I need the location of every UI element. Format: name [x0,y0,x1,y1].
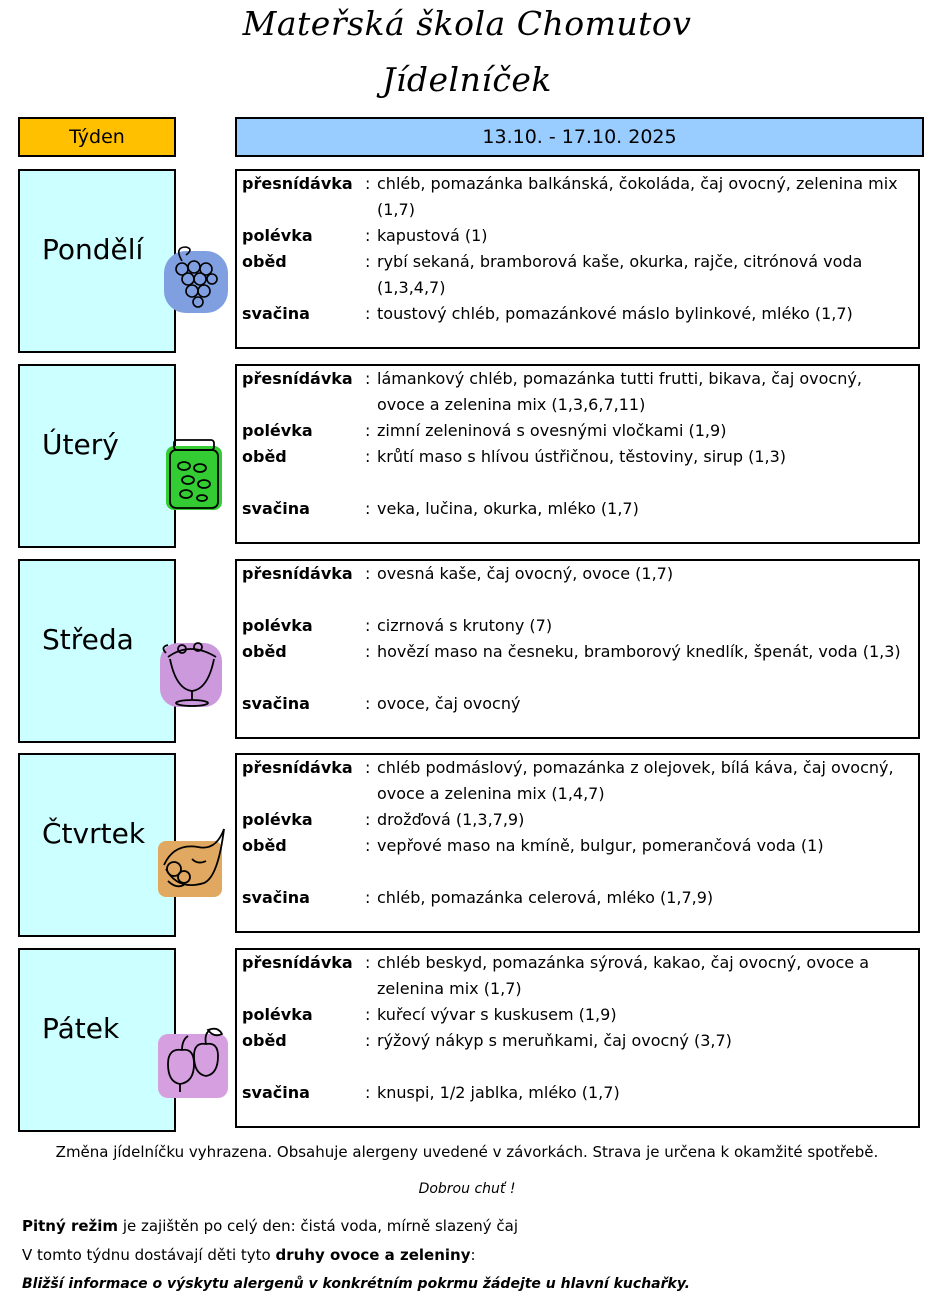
meal-value-line: (1,7) [377,200,415,219]
meal-colon: : [365,447,371,466]
day-menu [235,753,920,933]
meal-value [377,639,907,665]
day-name: Úterý [42,428,119,461]
day-box [18,169,176,353]
day-box [18,948,176,1132]
dessert-cup-icon [152,631,232,711]
meal-value [377,755,907,807]
page-subtitle: Jídelníček [382,60,552,99]
grapes-icon [152,241,232,321]
meal-value [377,1002,907,1028]
meal-label: polévka [242,810,313,829]
week-dates: 13.10. - 17.10. 2025 [235,117,924,157]
meal-colon: : [365,421,371,440]
meal-value-line: (1,3,4,7) [377,278,446,297]
meal-value [377,885,907,911]
meal-colon: : [365,369,371,388]
meal-value-line: zimní zeleninová s ovesnými vločkami (1,9) [377,421,727,440]
meal-value [377,366,907,418]
fruit-veg-suffix: : [470,1246,476,1264]
meal-colon: : [365,252,371,271]
meal-label: svačina [242,1083,310,1102]
meal-label: přesnídávka [242,564,353,583]
meal-label: přesnídávka [242,174,353,193]
meal-colon: : [365,758,371,777]
day-menu [235,948,920,1128]
meal-colon: : [365,616,371,635]
meal-label: oběd [242,642,287,661]
meal-value [377,807,907,833]
meal-label: oběd [242,1031,287,1050]
meal-value-line: ovoce a zelenina mix (1,4,7) [377,784,605,803]
meal-value-line: chléb, pomazánka celerová, mléko (1,7,9) [377,888,714,907]
meal-colon: : [365,174,371,193]
meal-value-line: cizrnová s krutony (7) [377,616,553,635]
meal-value-line: toustový chléb, pomazánkové máslo bylinkové, mléko (1,7) [377,304,853,323]
allergen-info: Bližší informace o výskytu alergenů v konkrétním pokrmu žádejte u hlavní kuchařky. [22,1276,690,1292]
meal-value-line: vepřové maso na kmíně, bulgur, pomerančová voda (1) [377,836,824,855]
meal-value [377,171,907,223]
meal-colon: : [365,642,371,661]
meal-colon: : [365,499,371,518]
week-label: Týden [18,117,176,157]
meal-value [377,418,907,444]
meal-value-line: kuřecí vývar s kuskusem (1,9) [377,1005,617,1024]
meal-label: svačina [242,499,310,518]
meal-label: přesnídávka [242,369,353,388]
meal-label: polévka [242,421,313,440]
meal-value-line: lámankový chléb, pomazánka tutti frutti, bikava, čaj ovocný, [377,369,862,388]
day-menu [235,364,920,544]
meal-colon: : [365,694,371,713]
meal-label: oběd [242,447,287,466]
meal-value-line: chléb, pomazánka balkánská, čokoláda, čaj ovocný, zelenina mix [377,174,898,193]
meal-label: polévka [242,226,313,245]
meal-value-line: ovoce, čaj ovocný [377,694,521,713]
meal-value-line: zelenina mix (1,7) [377,979,522,998]
meal-value [377,1028,907,1054]
meal-label: přesnídávka [242,758,353,777]
meal-colon: : [365,888,371,907]
day-box [18,364,176,548]
meal-value-line: krůtí maso s hlívou ústřičnou, těstoviny, sirup (1,3) [377,447,787,466]
meal-label: polévka [242,616,313,635]
day-box [18,559,176,743]
day-name: Pátek [42,1012,120,1045]
fruit-veg-prefix: V tomto týdnu dostávají děti tyto [22,1246,276,1264]
drinking-regime [22,1217,518,1235]
meal-value-line: ovoce a zelenina mix (1,3,6,7,11) [377,395,646,414]
meal-value-line: hovězí maso na česneku, bramborový knedlík, špenát, voda (1,3) [377,642,901,661]
meal-colon: : [365,953,371,972]
meal-value [377,223,907,249]
meal-value-line: knuspi, 1/2 jablka, mléko (1,7) [377,1083,620,1102]
meal-value-line: chléb beskyd, pomazánka sýrová, kakao, čaj ovocný, ovoce a [377,953,869,972]
fruit-veg-bold: druhy ovoce a zeleniny [275,1246,471,1264]
meal-label: svačina [242,888,310,907]
meal-value-line: ovesná kaše, čaj ovocný, ovoce (1,7) [377,564,674,583]
day-name: Čtvrtek [42,817,146,850]
meal-value-line: rýžový nákyp s meruňkami, čaj ovocný (3,7) [377,1031,732,1050]
meal-label: přesnídávka [242,953,353,972]
apples-icon [152,1020,232,1100]
meal-colon: : [365,304,371,323]
fruit-veg-info [22,1246,476,1264]
meal-value-line: veka, lučina, okurka, mléko (1,7) [377,499,639,518]
footer-notice: Změna jídelníčku vyhrazena. Obsahuje alergeny uvedené v závorkách. Strava je určena k okamžité spotřebě. [55,1143,879,1161]
page-title: Mateřská škola Chomutov [242,4,692,43]
meal-value [377,301,907,327]
meal-colon: : [365,226,371,245]
meal-label: svačina [242,694,310,713]
meal-value-line: rybí sekaná, bramborová kaše, okurka, rajče, citrónová voda [377,252,863,271]
day-menu [235,559,920,739]
meal-value [377,444,907,470]
meal-colon: : [365,1005,371,1024]
day-name: Pondělí [42,233,144,266]
meal-value-line: drožďová (1,3,7,9) [377,810,525,829]
day-box [18,753,176,937]
meal-value [377,1080,907,1106]
meal-colon: : [365,836,371,855]
meal-colon: : [365,1083,371,1102]
meal-value [377,249,907,301]
meal-colon: : [365,1031,371,1050]
meal-label: polévka [242,1005,313,1024]
cornucopia-icon [152,825,232,905]
jar-icon [152,436,232,516]
meal-colon: : [365,564,371,583]
meal-label: oběd [242,836,287,855]
meal-value-line: chléb podmáslový, pomazánka z olejovek, bílá káva, čaj ovocný, [377,758,894,777]
meal-value [377,613,907,639]
drinking-regime-text: je zajištěn po celý den: čistá voda, mírně slazený čaj [118,1217,519,1235]
meal-value [377,496,907,522]
meal-value [377,691,907,717]
meal-value [377,833,907,859]
meal-colon: : [365,810,371,829]
meal-label: svačina [242,304,310,323]
meal-value-line: kapustová (1) [377,226,488,245]
meal-label: oběd [242,252,287,271]
drinking-regime-label: Pitný režim [22,1217,119,1235]
day-name: Středa [42,623,134,656]
meal-value [377,561,907,587]
footer-greeting: Dobrou chuť ! [418,1181,516,1197]
day-menu [235,169,920,349]
meal-value [377,950,907,1002]
